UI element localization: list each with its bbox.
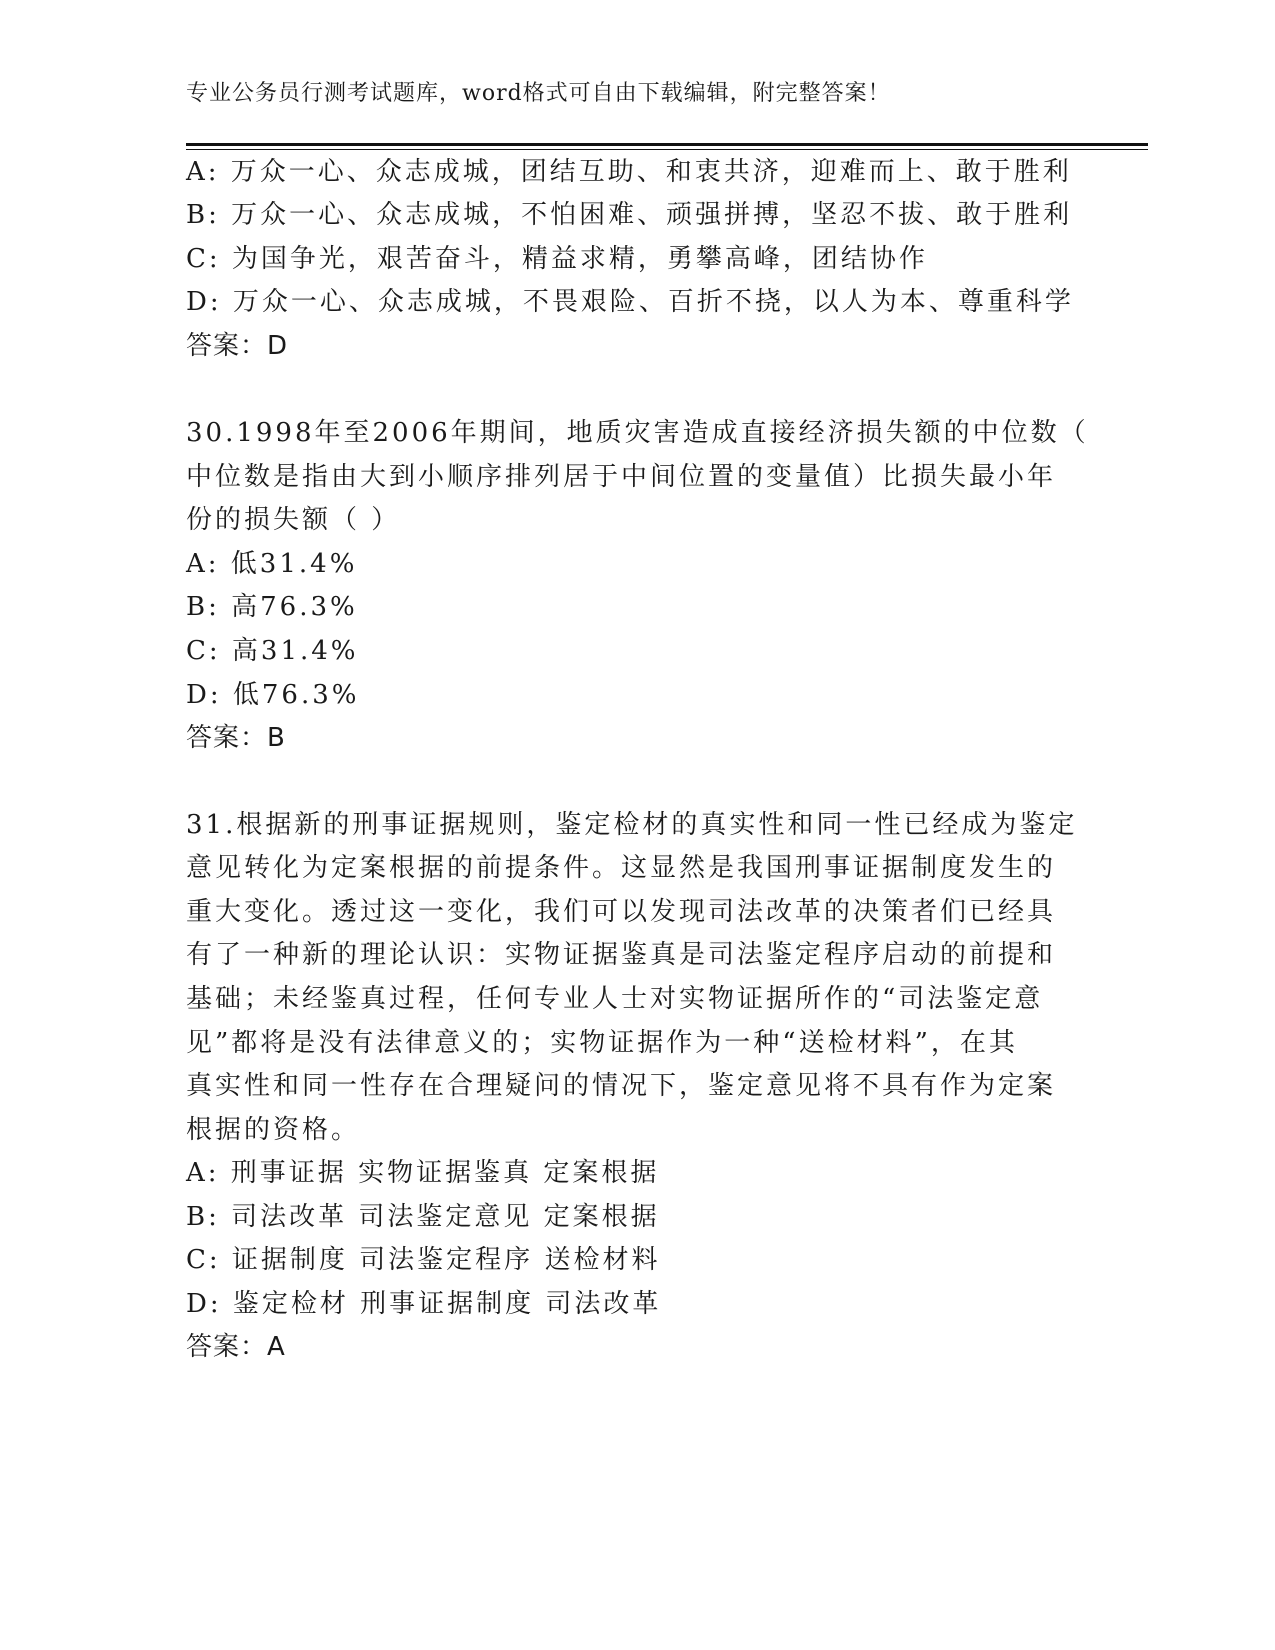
q31-option-a: A: 刑事证据 实物证据鉴真 定案根据 [186,1158,660,1188]
header-rule-thick [186,143,1148,146]
q31-stem-line-7: 真实性和同一性存在合理疑问的情况下，鉴定意见将不具有作为定案 [186,1071,1057,1101]
q30-stem-line-3: 份的损失额（ ） [186,505,401,535]
q29-option-d: D: 万众一心、众志成城，不畏艰险、百折不挠，以人为本、尊重科学 [186,287,1074,317]
q29-option-c: C: 为国争光，艰苦奋斗，精益求精，勇攀高峰，团结协作 [186,244,928,274]
q29-option-b: B: 万众一心、众志成城，不怕困难、顽强拼搏，坚忍不拔、敢于胜利 [186,200,1073,230]
q31-stem-line-3: 重大变化。透过这一变化，我们可以发现司法改革的决策者们已经具 [186,897,1057,927]
q30-option-b: B: 高76.3% [186,592,358,622]
q31-stem-line-1: 31.根据新的刑事证据规则，鉴定检材的真实性和同一性已经成为鉴定 [186,810,1078,840]
header-note: 专业公务员行测考试题库，word格式可自由下载编辑，附完整答案！ [186,81,891,106]
q31-stem-line-8: 根据的资格。 [186,1115,361,1145]
q29-option-a: A: 万众一心、众志成城，团结互助、和衷共济，迎难而上、敢于胜利 [186,157,1072,187]
q30-option-c: C: 高31.4% [186,636,359,666]
q31-option-b: B: 司法改革 司法鉴定意见 定案根据 [186,1202,660,1232]
q30-stem-line-2: 中位数是指由大到小顺序排列居于中间位置的变量值）比损失最小年 [186,462,1057,492]
q31-answer: 答案：A [186,1332,286,1362]
header-rule-thin [186,149,1148,150]
q31-stem-line-4: 有了一种新的理论认识：实物证据鉴真是司法鉴定程序启动的前提和 [186,940,1057,970]
q31-stem-line-2: 意见转化为定案根据的前提条件。这显然是我国刑事证据制度发生的 [186,853,1057,883]
q30-option-d: D: 低76.3% [186,680,360,710]
q30-stem-line-1: 30.1998年至2006年期间，地质灾害造成直接经济损失额的中位数（ [186,418,1089,448]
q31-option-c: C: 证据制度 司法鉴定程序 送检材料 [186,1245,661,1275]
q31-stem-line-5: 基础；未经鉴真过程，任何专业人士对实物证据所作的“司法鉴定意 [186,984,1044,1014]
q31-stem-line-6: 见”都将是没有法律意义的；实物证据作为一种“送检材料”，在其 [186,1028,1018,1058]
q31-option-d: D: 鉴定检材 刑事证据制度 司法改革 [186,1289,662,1319]
q29-answer: 答案：D [186,331,289,361]
q30-answer: 答案：B [186,723,286,753]
q30-option-a: A: 低31.4% [186,549,358,579]
